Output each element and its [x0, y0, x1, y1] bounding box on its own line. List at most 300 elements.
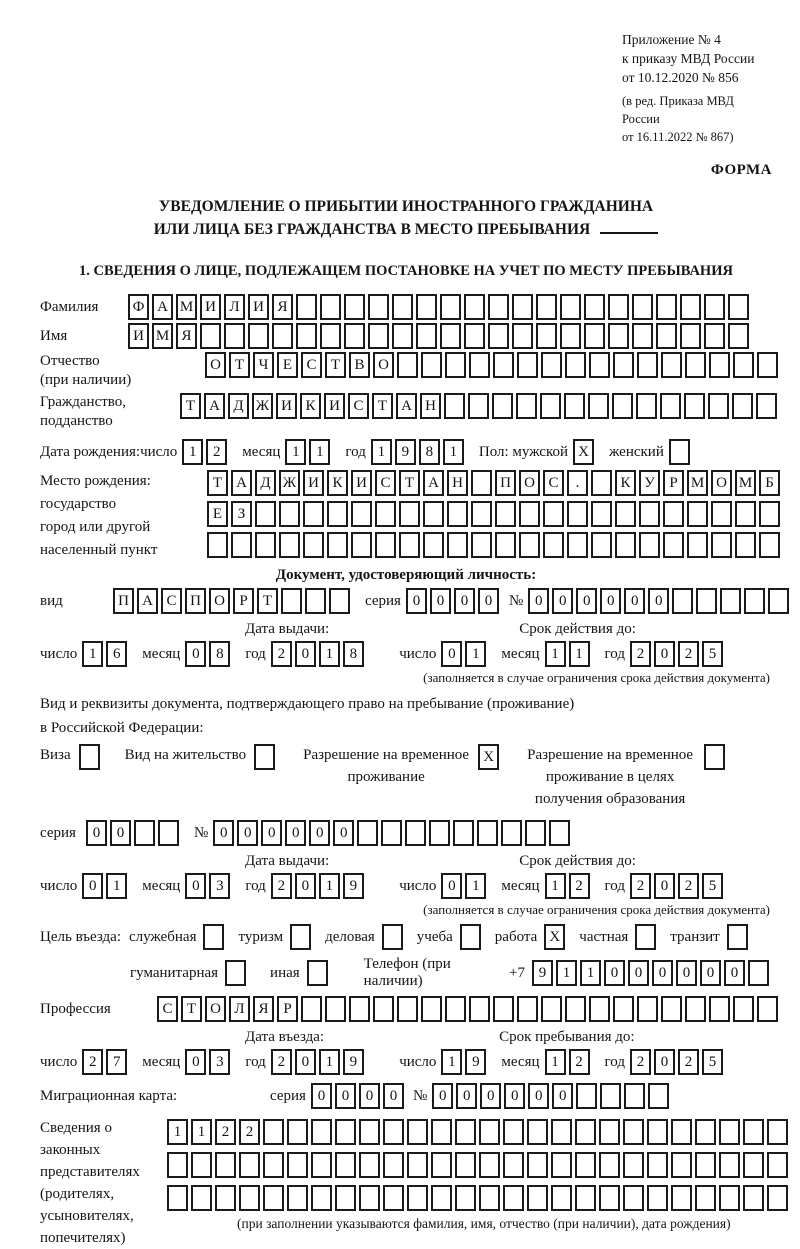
char-cell[interactable] [512, 294, 533, 320]
char-cell[interactable]: 0 [237, 820, 258, 846]
char-cell[interactable]: О [519, 470, 540, 496]
char-cell[interactable] [671, 1185, 692, 1211]
char-cell[interactable]: 3 [209, 873, 230, 899]
char-cell[interactable]: С [157, 996, 178, 1022]
char-cell[interactable]: М [687, 470, 708, 496]
char-cell[interactable]: 0 [295, 873, 316, 899]
char-cell[interactable] [440, 294, 461, 320]
char-cell[interactable] [680, 323, 701, 349]
char-cell[interactable] [440, 323, 461, 349]
char-cell[interactable]: 2 [678, 641, 699, 667]
char-cell[interactable] [519, 501, 540, 527]
char-cell[interactable] [311, 1152, 332, 1178]
char-cell[interactable] [732, 393, 753, 419]
char-cell[interactable] [719, 1152, 740, 1178]
char-cell[interactable]: 0 [456, 1083, 477, 1109]
char-cell[interactable] [191, 1152, 212, 1178]
char-cell[interactable] [647, 1119, 668, 1145]
char-cell[interactable] [743, 1185, 764, 1211]
char-cell[interactable]: 9 [532, 960, 553, 986]
char-cell[interactable] [660, 393, 681, 419]
char-cell[interactable] [469, 996, 490, 1022]
char-cell[interactable] [421, 352, 442, 378]
char-cell[interactable] [527, 1185, 548, 1211]
char-cell[interactable] [541, 996, 562, 1022]
char-cell[interactable]: У [639, 470, 660, 496]
char-cell[interactable] [704, 323, 725, 349]
char-cell[interactable]: Л [224, 294, 245, 320]
char-cell[interactable]: Т [399, 470, 420, 496]
char-cell[interactable] [225, 960, 246, 986]
char-cell[interactable]: 7 [106, 1049, 127, 1075]
char-cell[interactable]: 2 [271, 1049, 292, 1075]
char-cell[interactable] [479, 1119, 500, 1145]
char-cell[interactable]: 1 [545, 1049, 566, 1075]
char-cell[interactable] [536, 323, 557, 349]
char-cell[interactable]: 0 [185, 641, 206, 667]
char-cell[interactable] [733, 352, 754, 378]
char-cell[interactable] [525, 820, 546, 846]
char-cell[interactable]: 2 [82, 1049, 103, 1075]
char-cell[interactable]: 0 [261, 820, 282, 846]
char-cell[interactable] [444, 393, 465, 419]
char-cell[interactable] [727, 924, 748, 950]
char-cell[interactable] [492, 393, 513, 419]
char-cell[interactable] [576, 1083, 597, 1109]
char-cell[interactable]: 1 [319, 641, 340, 667]
char-cell[interactable] [632, 294, 653, 320]
char-cell[interactable]: X [573, 439, 594, 465]
char-cell[interactable]: 1 [545, 641, 566, 667]
char-cell[interactable] [397, 352, 418, 378]
char-cell[interactable]: 8 [419, 439, 440, 465]
char-cell[interactable]: М [152, 323, 173, 349]
char-cell[interactable]: 0 [628, 960, 649, 986]
char-cell[interactable] [327, 501, 348, 527]
char-cell[interactable]: 0 [654, 641, 675, 667]
char-cell[interactable]: 0 [624, 588, 645, 614]
char-cell[interactable] [671, 1152, 692, 1178]
char-cell[interactable] [307, 960, 328, 986]
char-cell[interactable]: И [351, 470, 372, 496]
char-cell[interactable] [687, 532, 708, 558]
char-cell[interactable] [639, 501, 660, 527]
char-cell[interactable] [301, 996, 322, 1022]
char-cell[interactable] [564, 393, 585, 419]
char-cell[interactable]: Ф [128, 294, 149, 320]
char-cell[interactable]: К [327, 470, 348, 496]
char-cell[interactable] [479, 1185, 500, 1211]
char-cell[interactable]: А [204, 393, 225, 419]
char-cell[interactable]: 9 [395, 439, 416, 465]
char-cell[interactable] [687, 501, 708, 527]
char-cell[interactable]: 9 [343, 1049, 364, 1075]
char-cell[interactable]: И [324, 393, 345, 419]
char-cell[interactable] [359, 1185, 380, 1211]
char-cell[interactable] [711, 501, 732, 527]
char-cell[interactable] [397, 996, 418, 1022]
char-cell[interactable] [399, 532, 420, 558]
char-cell[interactable]: 1 [545, 873, 566, 899]
char-cell[interactable] [382, 924, 403, 950]
char-cell[interactable]: 2 [678, 873, 699, 899]
char-cell[interactable]: 2 [630, 641, 651, 667]
char-cell[interactable]: 0 [454, 588, 475, 614]
char-cell[interactable]: 0 [383, 1083, 404, 1109]
char-cell[interactable] [685, 996, 706, 1022]
char-cell[interactable]: Ж [252, 393, 273, 419]
char-cell[interactable]: 0 [480, 1083, 501, 1109]
char-cell[interactable] [224, 323, 245, 349]
char-cell[interactable]: 0 [700, 960, 721, 986]
char-cell[interactable] [623, 1152, 644, 1178]
char-cell[interactable] [375, 501, 396, 527]
char-cell[interactable] [167, 1185, 188, 1211]
char-cell[interactable] [405, 820, 426, 846]
char-cell[interactable]: И [248, 294, 269, 320]
char-cell[interactable]: А [137, 588, 158, 614]
char-cell[interactable]: Т [372, 393, 393, 419]
char-cell[interactable] [392, 323, 413, 349]
char-cell[interactable] [680, 294, 701, 320]
char-cell[interactable] [215, 1185, 236, 1211]
char-cell[interactable] [320, 294, 341, 320]
char-cell[interactable]: 1 [569, 641, 590, 667]
char-cell[interactable] [632, 323, 653, 349]
char-cell[interactable]: С [375, 470, 396, 496]
char-cell[interactable] [512, 323, 533, 349]
char-cell[interactable] [589, 996, 610, 1022]
char-cell[interactable]: 0 [600, 588, 621, 614]
char-cell[interactable]: Р [277, 996, 298, 1022]
char-cell[interactable] [296, 323, 317, 349]
char-cell[interactable]: Т [180, 393, 201, 419]
char-cell[interactable] [613, 996, 634, 1022]
char-cell[interactable]: 2 [569, 1049, 590, 1075]
char-cell[interactable]: 0 [359, 1083, 380, 1109]
char-cell[interactable]: С [301, 352, 322, 378]
char-cell[interactable] [368, 323, 389, 349]
char-cell[interactable] [637, 996, 658, 1022]
char-cell[interactable]: Ч [253, 352, 274, 378]
char-cell[interactable] [423, 501, 444, 527]
char-cell[interactable]: 9 [465, 1049, 486, 1075]
char-cell[interactable]: 8 [209, 641, 230, 667]
char-cell[interactable]: 1 [285, 439, 306, 465]
char-cell[interactable] [704, 744, 725, 770]
char-cell[interactable] [423, 532, 444, 558]
char-cell[interactable] [767, 1119, 788, 1145]
char-cell[interactable]: 0 [110, 820, 131, 846]
char-cell[interactable]: А [152, 294, 173, 320]
char-cell[interactable] [565, 996, 586, 1022]
char-cell[interactable]: 9 [343, 873, 364, 899]
char-cell[interactable]: 0 [213, 820, 234, 846]
char-cell[interactable]: М [735, 470, 756, 496]
char-cell[interactable]: 2 [215, 1119, 236, 1145]
char-cell[interactable] [708, 393, 729, 419]
char-cell[interactable]: А [396, 393, 417, 419]
char-cell[interactable] [551, 1119, 572, 1145]
char-cell[interactable] [329, 588, 350, 614]
char-cell[interactable] [407, 1119, 428, 1145]
char-cell[interactable] [416, 294, 437, 320]
char-cell[interactable] [639, 532, 660, 558]
char-cell[interactable]: 2 [569, 873, 590, 899]
char-cell[interactable] [704, 294, 725, 320]
char-cell[interactable] [383, 1185, 404, 1211]
char-cell[interactable] [696, 588, 717, 614]
char-cell[interactable] [255, 532, 276, 558]
char-cell[interactable] [589, 352, 610, 378]
char-cell[interactable] [359, 1152, 380, 1178]
char-cell[interactable] [615, 532, 636, 558]
char-cell[interactable] [711, 532, 732, 558]
char-cell[interactable]: О [205, 996, 226, 1022]
char-cell[interactable] [344, 323, 365, 349]
char-cell[interactable] [536, 294, 557, 320]
char-cell[interactable]: П [113, 588, 134, 614]
char-cell[interactable] [767, 1185, 788, 1211]
char-cell[interactable]: Т [325, 352, 346, 378]
char-cell[interactable] [671, 1119, 692, 1145]
char-cell[interactable] [431, 1119, 452, 1145]
char-cell[interactable]: 0 [295, 641, 316, 667]
char-cell[interactable]: Р [663, 470, 684, 496]
char-cell[interactable] [599, 1185, 620, 1211]
char-cell[interactable]: 0 [441, 641, 462, 667]
char-cell[interactable] [551, 1152, 572, 1178]
char-cell[interactable]: 0 [311, 1083, 332, 1109]
char-cell[interactable]: 5 [702, 873, 723, 899]
char-cell[interactable] [756, 393, 777, 419]
char-cell[interactable] [320, 323, 341, 349]
char-cell[interactable]: Е [207, 501, 228, 527]
char-cell[interactable]: Д [228, 393, 249, 419]
char-cell[interactable] [373, 996, 394, 1022]
char-cell[interactable]: 0 [724, 960, 745, 986]
char-cell[interactable]: 1 [580, 960, 601, 986]
char-cell[interactable]: И [200, 294, 221, 320]
char-cell[interactable] [567, 532, 588, 558]
char-cell[interactable] [287, 1119, 308, 1145]
char-cell[interactable] [248, 323, 269, 349]
char-cell[interactable] [527, 1119, 548, 1145]
char-cell[interactable]: К [300, 393, 321, 419]
char-cell[interactable] [516, 393, 537, 419]
char-cell[interactable] [565, 352, 586, 378]
char-cell[interactable] [624, 1083, 645, 1109]
char-cell[interactable]: З [231, 501, 252, 527]
char-cell[interactable] [392, 294, 413, 320]
char-cell[interactable]: А [231, 470, 252, 496]
char-cell[interactable] [464, 323, 485, 349]
char-cell[interactable] [759, 501, 780, 527]
char-cell[interactable]: О [209, 588, 230, 614]
char-cell[interactable]: 1 [371, 439, 392, 465]
char-cell[interactable] [407, 1185, 428, 1211]
char-cell[interactable] [375, 532, 396, 558]
char-cell[interactable] [290, 924, 311, 950]
char-cell[interactable]: 0 [552, 1083, 573, 1109]
char-cell[interactable]: Я [253, 996, 274, 1022]
char-cell[interactable]: 8 [343, 641, 364, 667]
char-cell[interactable] [468, 393, 489, 419]
char-cell[interactable]: 1 [182, 439, 203, 465]
char-cell[interactable]: С [543, 470, 564, 496]
char-cell[interactable] [517, 352, 538, 378]
char-cell[interactable]: 0 [285, 820, 306, 846]
char-cell[interactable] [503, 1119, 524, 1145]
char-cell[interactable]: 5 [702, 1049, 723, 1075]
char-cell[interactable] [661, 352, 682, 378]
char-cell[interactable]: 1 [465, 873, 486, 899]
char-cell[interactable] [134, 820, 155, 846]
char-cell[interactable] [768, 588, 789, 614]
char-cell[interactable] [695, 1119, 716, 1145]
char-cell[interactable] [488, 294, 509, 320]
char-cell[interactable] [588, 393, 609, 419]
char-cell[interactable]: М [176, 294, 197, 320]
char-cell[interactable] [263, 1152, 284, 1178]
char-cell[interactable]: 0 [478, 588, 499, 614]
char-cell[interactable]: 0 [309, 820, 330, 846]
char-cell[interactable] [560, 294, 581, 320]
char-cell[interactable] [325, 996, 346, 1022]
char-cell[interactable]: 0 [528, 1083, 549, 1109]
char-cell[interactable] [203, 924, 224, 950]
char-cell[interactable] [383, 1152, 404, 1178]
char-cell[interactable] [584, 323, 605, 349]
char-cell[interactable] [615, 501, 636, 527]
char-cell[interactable] [567, 501, 588, 527]
char-cell[interactable] [351, 501, 372, 527]
char-cell[interactable]: И [303, 470, 324, 496]
char-cell[interactable]: 0 [652, 960, 673, 986]
char-cell[interactable] [735, 501, 756, 527]
char-cell[interactable] [575, 1119, 596, 1145]
char-cell[interactable]: Я [176, 323, 197, 349]
char-cell[interactable] [381, 820, 402, 846]
char-cell[interactable]: 0 [82, 873, 103, 899]
char-cell[interactable] [543, 501, 564, 527]
char-cell[interactable] [759, 532, 780, 558]
char-cell[interactable]: И [276, 393, 297, 419]
char-cell[interactable] [540, 393, 561, 419]
char-cell[interactable]: 0 [86, 820, 107, 846]
char-cell[interactable] [296, 294, 317, 320]
char-cell[interactable] [591, 532, 612, 558]
char-cell[interactable] [551, 1185, 572, 1211]
char-cell[interactable]: К [615, 470, 636, 496]
char-cell[interactable]: Н [447, 470, 468, 496]
char-cell[interactable]: 1 [319, 873, 340, 899]
char-cell[interactable] [281, 588, 302, 614]
char-cell[interactable] [728, 294, 749, 320]
char-cell[interactable]: 0 [654, 1049, 675, 1075]
char-cell[interactable]: 0 [406, 588, 427, 614]
char-cell[interactable] [455, 1152, 476, 1178]
char-cell[interactable] [460, 924, 481, 950]
char-cell[interactable] [79, 744, 100, 770]
char-cell[interactable]: С [161, 588, 182, 614]
char-cell[interactable]: 0 [295, 1049, 316, 1075]
char-cell[interactable] [720, 588, 741, 614]
char-cell[interactable]: Т [257, 588, 278, 614]
char-cell[interactable] [447, 501, 468, 527]
char-cell[interactable]: X [478, 744, 499, 770]
char-cell[interactable] [709, 352, 730, 378]
char-cell[interactable]: 1 [443, 439, 464, 465]
char-cell[interactable] [733, 996, 754, 1022]
char-cell[interactable] [359, 1119, 380, 1145]
char-cell[interactable]: 0 [335, 1083, 356, 1109]
char-cell[interactable] [636, 393, 657, 419]
char-cell[interactable] [305, 588, 326, 614]
char-cell[interactable] [575, 1185, 596, 1211]
char-cell[interactable] [255, 501, 276, 527]
char-cell[interactable]: 0 [676, 960, 697, 986]
char-cell[interactable]: О [373, 352, 394, 378]
char-cell[interactable] [637, 352, 658, 378]
char-cell[interactable] [215, 1152, 236, 1178]
char-cell[interactable]: . [567, 470, 588, 496]
char-cell[interactable] [767, 1152, 788, 1178]
char-cell[interactable] [254, 744, 275, 770]
char-cell[interactable]: С [348, 393, 369, 419]
char-cell[interactable] [200, 323, 221, 349]
char-cell[interactable] [695, 1185, 716, 1211]
char-cell[interactable] [239, 1152, 260, 1178]
char-cell[interactable] [327, 532, 348, 558]
char-cell[interactable]: X [544, 924, 565, 950]
char-cell[interactable] [351, 532, 372, 558]
char-cell[interactable]: 0 [441, 873, 462, 899]
char-cell[interactable]: О [711, 470, 732, 496]
char-cell[interactable]: 2 [239, 1119, 260, 1145]
char-cell[interactable]: 0 [576, 588, 597, 614]
char-cell[interactable]: П [185, 588, 206, 614]
char-cell[interactable] [493, 352, 514, 378]
char-cell[interactable] [445, 996, 466, 1022]
char-cell[interactable] [303, 501, 324, 527]
char-cell[interactable]: Л [229, 996, 250, 1022]
char-cell[interactable] [695, 1152, 716, 1178]
char-cell[interactable] [455, 1119, 476, 1145]
char-cell[interactable] [158, 820, 179, 846]
char-cell[interactable] [719, 1185, 740, 1211]
char-cell[interactable] [279, 501, 300, 527]
char-cell[interactable]: 6 [106, 641, 127, 667]
char-cell[interactable]: 1 [82, 641, 103, 667]
char-cell[interactable] [431, 1152, 452, 1178]
char-cell[interactable]: 1 [191, 1119, 212, 1145]
char-cell[interactable]: 0 [604, 960, 625, 986]
char-cell[interactable] [623, 1185, 644, 1211]
char-cell[interactable] [600, 1083, 621, 1109]
char-cell[interactable] [672, 588, 693, 614]
char-cell[interactable] [748, 960, 769, 986]
char-cell[interactable] [311, 1185, 332, 1211]
char-cell[interactable] [495, 532, 516, 558]
char-cell[interactable]: Е [277, 352, 298, 378]
char-cell[interactable]: 0 [430, 588, 451, 614]
char-cell[interactable] [431, 1185, 452, 1211]
char-cell[interactable] [287, 1185, 308, 1211]
char-cell[interactable] [191, 1185, 212, 1211]
char-cell[interactable] [575, 1152, 596, 1178]
char-cell[interactable] [735, 532, 756, 558]
